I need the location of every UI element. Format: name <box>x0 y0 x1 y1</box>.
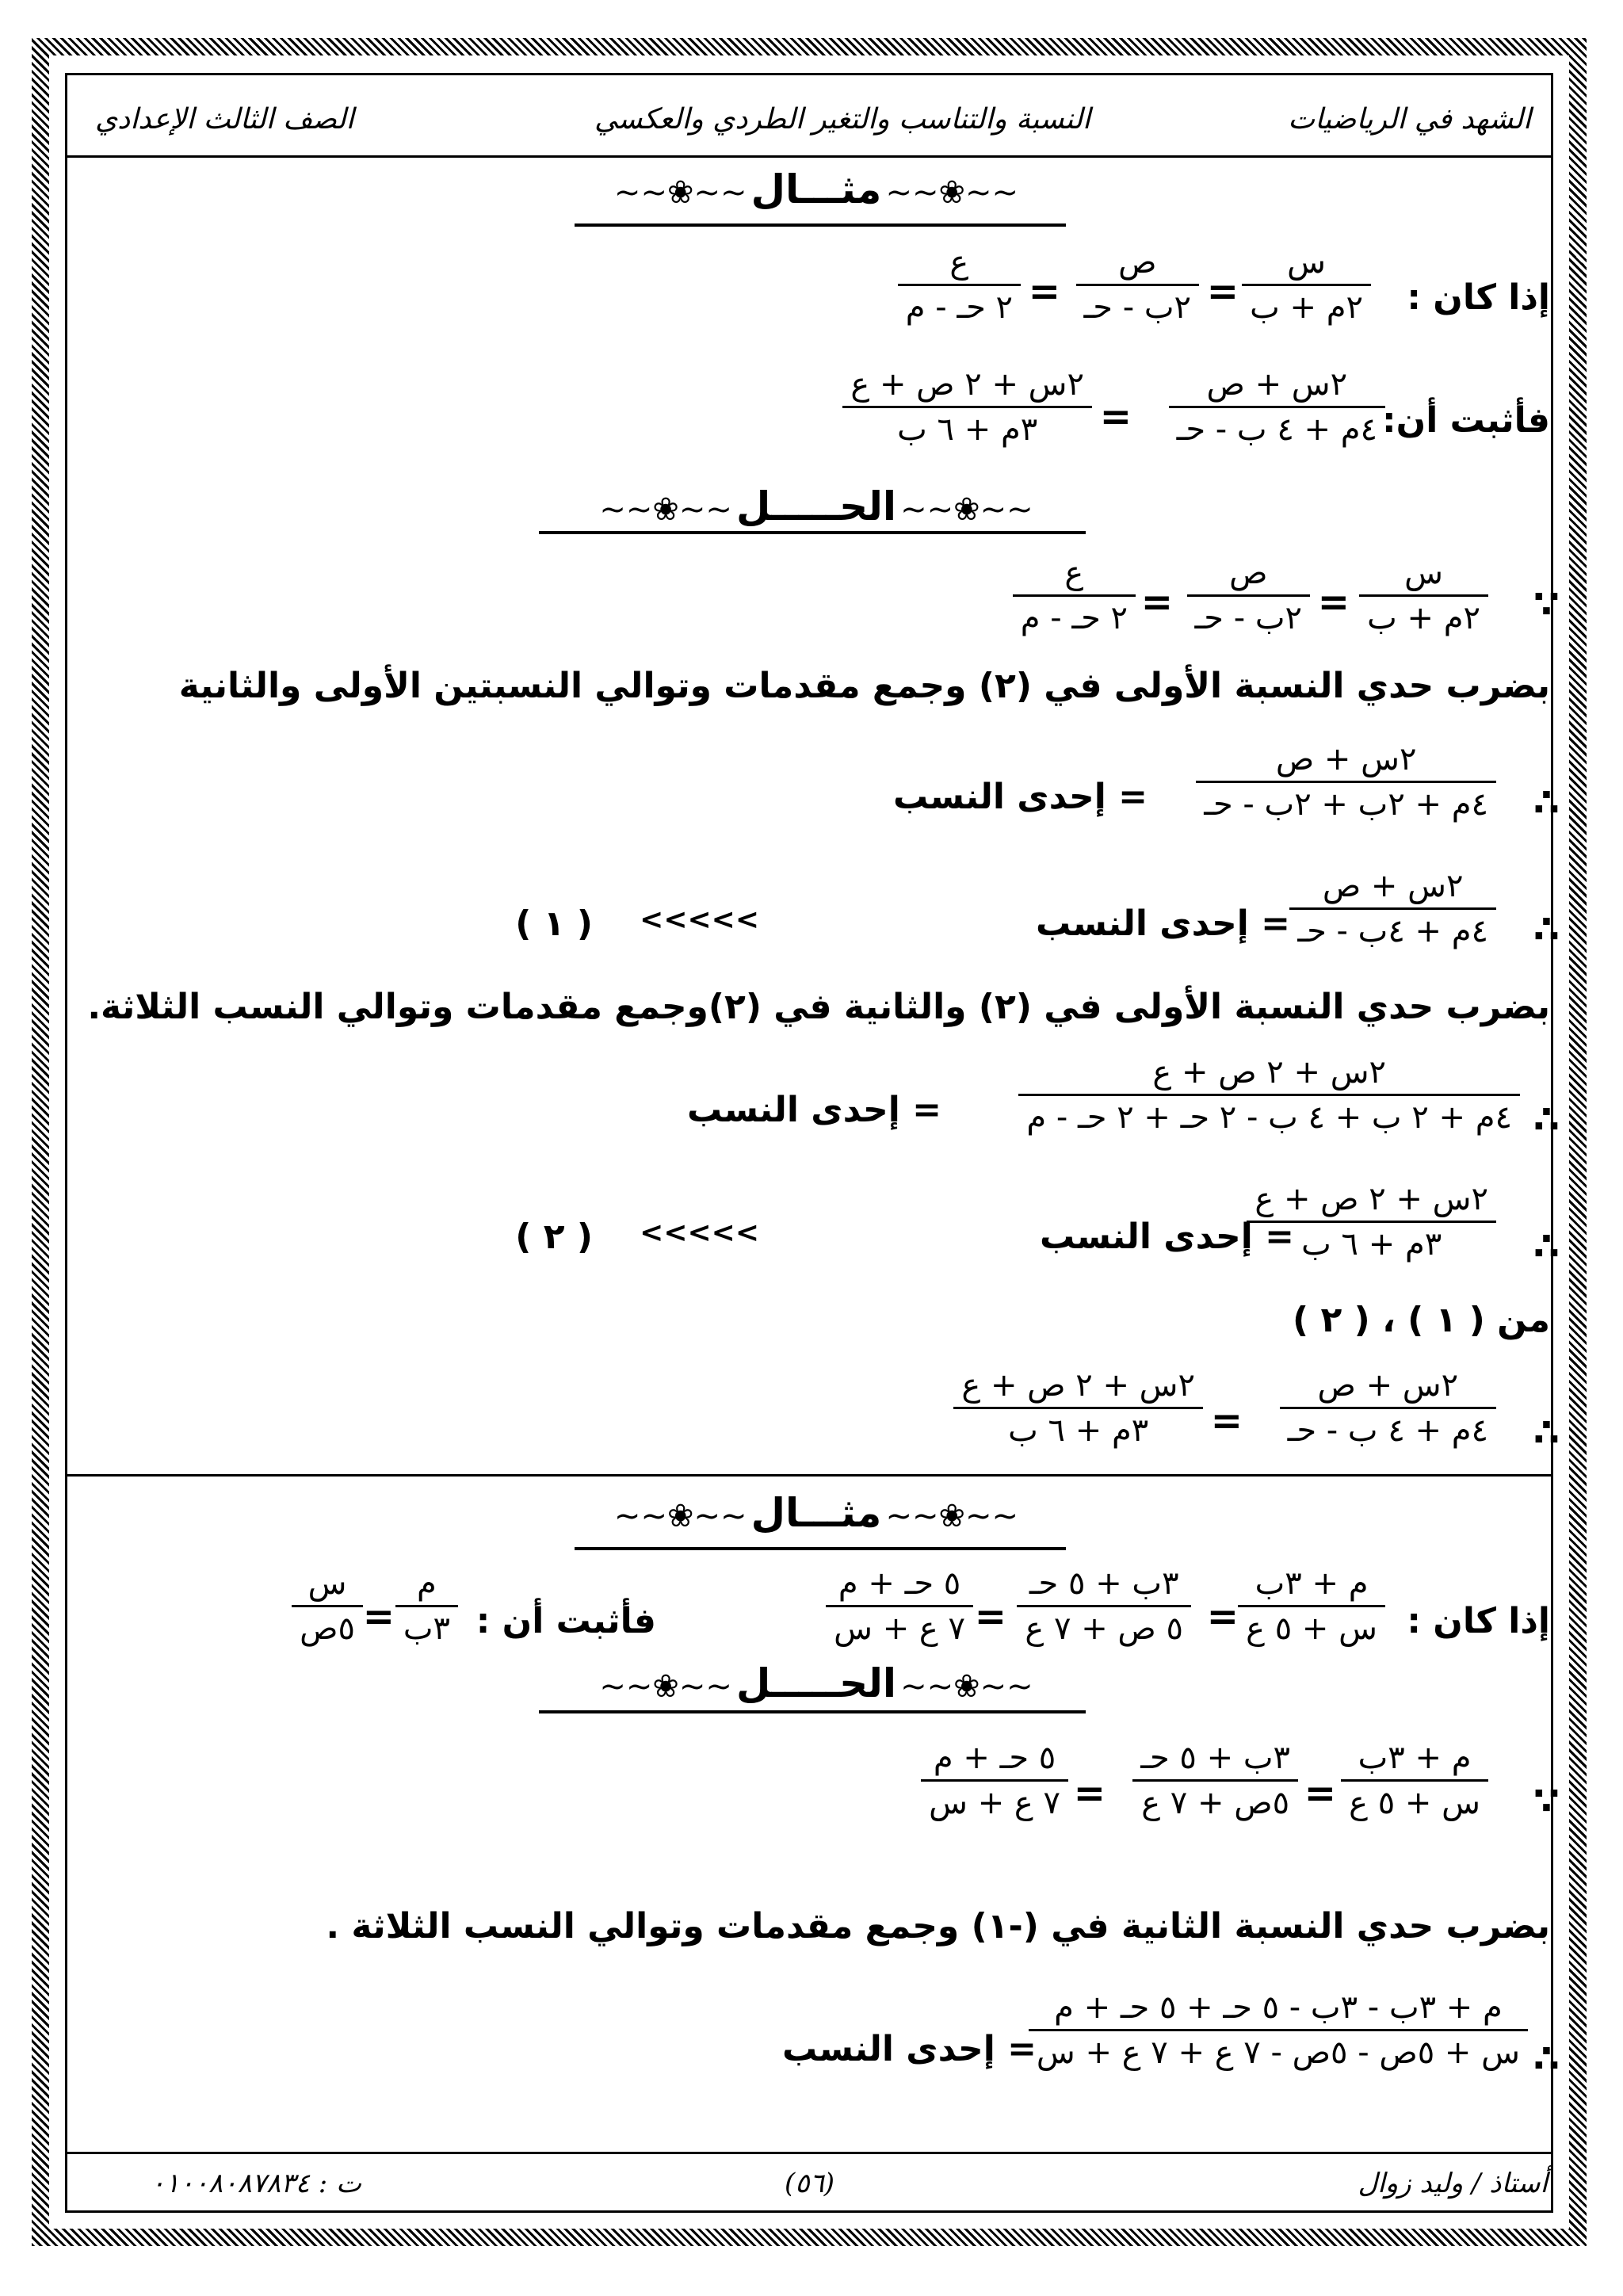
equation-ref: ( ١ ) <box>515 904 593 944</box>
ornament-left-icon: ~~❀~~ <box>900 1668 1033 1705</box>
fraction: ٢س + ص ٤م + ٤ ب - حـ <box>1169 366 1385 448</box>
title-underline <box>539 531 1086 534</box>
arrows: >>>>> <box>640 904 759 936</box>
fraction: س ٢م + ب <box>1359 555 1488 636</box>
step-rhs: = إحدى النسب <box>687 1090 941 1130</box>
fraction: م + ٣ب - ٣ب - ٥ حـ + ٥ حـ + م س + ٥ص - ٥ص - ٧ ع + ٧ ع + س <box>1029 1989 1528 2071</box>
step-rhs: = إحدى النسب <box>1040 1217 1294 1257</box>
step-rhs: = إحدى النسب <box>1036 904 1290 944</box>
footer-phone: ت : ٠١٠٠٨٠٨٧٨٣٤ <box>151 2168 361 2199</box>
ornament-left-icon: ~~❀~~ <box>885 1498 1019 1534</box>
equals-sign: = <box>1140 580 1173 625</box>
equation-ref: ( ٢ ) <box>515 1217 593 1257</box>
fraction: ٢س + ص ٤م + ٢ب + ٢ب - حـ <box>1196 741 1496 823</box>
fraction: ٢س + ص ٤م + ٤ب - حـ <box>1289 868 1496 949</box>
fraction: ص ٢ب - حـ <box>1187 555 1310 636</box>
title-underline <box>539 1710 1086 1713</box>
fraction: م + ٣ب س + ٥ ع <box>1238 1565 1385 1647</box>
therefore-symbol: ∴ <box>1533 1411 1560 1455</box>
equals-sign: = <box>1206 1595 1239 1639</box>
ornament-right-icon: ~~❀~~ <box>613 174 747 211</box>
fraction: ٥ حـ + م ٧ ع + س <box>921 1740 1068 1821</box>
title-underline <box>575 223 1066 227</box>
because-symbol: ∵ <box>1533 1779 1560 1824</box>
ornament-right-icon: ~~❀~~ <box>599 1668 732 1705</box>
fraction: ٥ حـ + م ٧ ع + س <box>826 1565 973 1647</box>
fraction: ٢س + ٢ ص + ع ٣م + ٦ ب <box>842 366 1092 448</box>
prove-label: فأثبت أن: <box>1382 400 1550 441</box>
ornament-left-icon: ~~❀~~ <box>900 491 1033 528</box>
fraction: ٢س + ص ٤م + ٤ ب - حـ <box>1280 1367 1496 1449</box>
equals-sign: = <box>1206 269 1239 314</box>
arrows: >>>>> <box>640 1217 759 1249</box>
fraction: م ٣ب <box>395 1565 458 1647</box>
fraction: س ٢م + ب <box>1242 244 1371 326</box>
equals-sign: = <box>974 1595 1006 1639</box>
step-text: بضرب حدي النسبة الأولى في (٢) وجمع مقدمات وتوالي النسبتين الأولى والثانية <box>178 666 1550 706</box>
example1-title: ~~❀~~ مثـــال ~~❀~~ <box>613 166 1019 212</box>
header-subject: الشهد في الرياضيات <box>1288 103 1531 136</box>
ornament-left-icon: ~~❀~~ <box>885 174 1019 211</box>
page-number: (٥٦) <box>785 2168 835 2199</box>
from-text: من ( ١ ) ، ( ٢ ) <box>1293 1300 1550 1340</box>
equals-sign: = <box>1099 395 1132 439</box>
footer-divider <box>65 2152 1553 2154</box>
equals-sign: = <box>1028 269 1060 314</box>
solution1-title: ~~❀~~ الحـــــل ~~❀~~ <box>599 483 1033 529</box>
fraction: ٢س + ٢ ص + ع ٣م + ٦ ب <box>953 1367 1203 1449</box>
given-label: إذا كان : <box>1407 1601 1550 1641</box>
therefore-symbol: ∴ <box>1533 1224 1560 1269</box>
equals-sign: = <box>1210 1399 1243 1443</box>
equals-sign: = <box>1317 580 1350 625</box>
equals-sign: = <box>1073 1771 1106 1816</box>
equals-sign: = <box>1304 1771 1336 1816</box>
page-header <box>71 95 1547 151</box>
prove-label: فأثبت أن : <box>475 1601 656 1641</box>
header-divider <box>65 155 1553 158</box>
title-underline <box>575 1547 1066 1550</box>
ornament-right-icon: ~~❀~~ <box>613 1498 747 1534</box>
step-text: بضرب حدي النسبة الثانية في (-١) وجمع مقدمات وتوالي النسب الثلاثة . <box>326 1906 1550 1946</box>
given-label: إذا كان : <box>1407 277 1550 318</box>
therefore-symbol: ∴ <box>1533 907 1560 952</box>
step-rhs: = إحدى النسب <box>782 2029 1037 2069</box>
section-divider <box>65 1474 1553 1477</box>
fraction: س ٥ص <box>292 1565 363 1647</box>
example2-title: ~~❀~~ مثـــال ~~❀~~ <box>613 1490 1019 1536</box>
therefore-symbol: ∴ <box>1533 781 1560 825</box>
header-topic: النسبة والتناسب والتغير الطردي والعكسي <box>594 103 1091 136</box>
equals-sign: = <box>362 1595 395 1639</box>
fraction: ص ٢ب - حـ <box>1076 244 1199 326</box>
fraction: ع ٢ حـ - م <box>898 244 1021 326</box>
ornament-right-icon: ~~❀~~ <box>599 491 732 528</box>
fraction: م + ٣ب س + ٥ ع <box>1341 1740 1488 1821</box>
header-grade: الصف الثالث الإعدادي <box>95 103 354 136</box>
fraction: ع ٢ حـ - م <box>1013 555 1136 636</box>
fraction: ٢س + ٢ ص + ع ٤م + ٢ ب + ٤ ب - ٢ حـ + ٢ حـ - م <box>1018 1054 1520 1136</box>
step-rhs: = إحدى النسب <box>893 777 1148 817</box>
step-text: بضرب حدي النسبة الأولى في (٢) والثانية في (٢)وجمع مقدمات وتوالي النسب الثلاثة. <box>87 987 1550 1027</box>
solution2-title: ~~❀~~ الحـــــل ~~❀~~ <box>599 1660 1033 1706</box>
therefore-symbol: ∴ <box>1533 2037 1560 2081</box>
because-symbol: ∵ <box>1533 583 1560 627</box>
therefore-symbol: ∴ <box>1533 1098 1560 1142</box>
footer-author: أستاذ / وليد زوال <box>1358 2168 1548 2199</box>
fraction: ٣ب + ٥ حـ ٥ص + ٧ ع <box>1132 1740 1298 1821</box>
fraction: ٢س + ٢ ص + ع ٣م + ٦ ب <box>1247 1181 1496 1263</box>
fraction: ٣ب + ٥ حـ ٥ ص + ٧ ع <box>1017 1565 1191 1647</box>
